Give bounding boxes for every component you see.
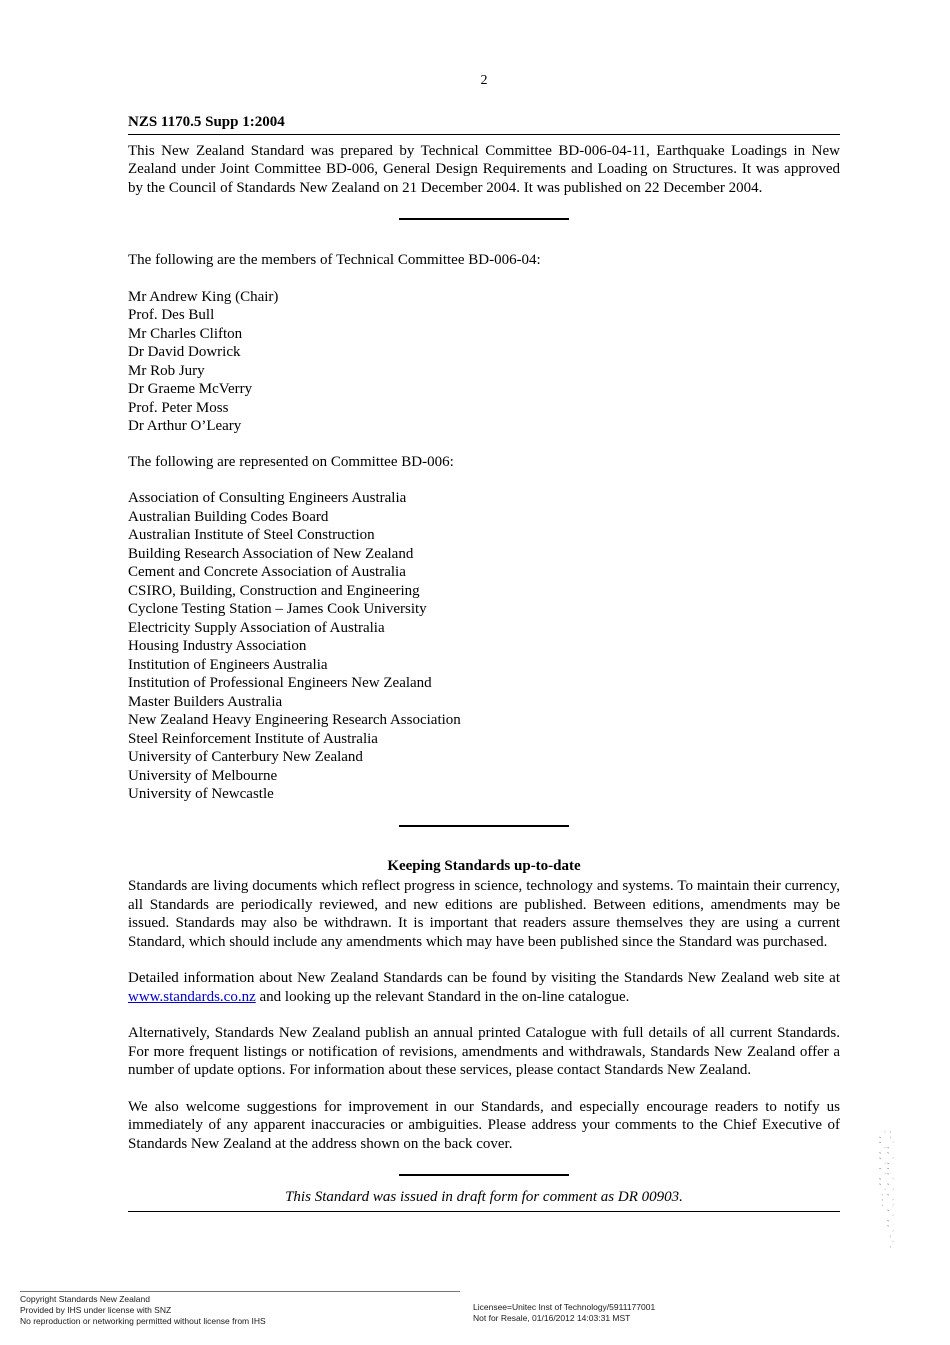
footer-right-line: Not for Resale, 01/16/2012 14:03:31 MST xyxy=(473,1313,631,1323)
organization-item: University of Melbourne xyxy=(128,767,278,784)
member-item: Dr Graeme McVerry xyxy=(128,381,253,397)
footer-copyright-block xyxy=(20,1291,460,1327)
organization-item: Australian Building Codes Board xyxy=(128,508,329,525)
section-divider xyxy=(399,1174,569,1176)
page-number: 2 xyxy=(480,73,488,88)
keeping-para-2 xyxy=(128,969,840,1006)
members-list xyxy=(128,288,840,436)
member-item: Mr Charles Clifton xyxy=(128,325,243,342)
intro-paragraph: This New Zealand Standard was prepared by Technical Committee BD-006-04-11, Earthquake Loadings in New Zealand under Joint Committee BD-006, General Design Requirements and Loading on Structures. It was approved by the Council of Standards New Zealand on 21 December 2004. It was published on 22 December 2004. xyxy=(128,142,840,196)
footer-left-line: No reproduction or networking permitted without license from IHS xyxy=(20,1316,266,1326)
section-divider xyxy=(399,218,569,220)
organization-item: Master Builders Australia xyxy=(128,693,283,710)
members-heading: The following are the members of Technical Committee BD-006-04: xyxy=(128,252,541,268)
keeping-para-1: Standards are living documents which reflect progress in science, technology and systems. To maintain their currency, all Standards are periodically reviewed, and new editions are published. Between editions, amendments may be issued. Standards may also be withdrawn. It is important that readers assure themselves they are using a current Standard, which should include any amendments which may have been published since the Standard was purchased. xyxy=(128,878,840,950)
keeping-para-4: We also welcome suggestions for improvement in our Standards, and especially encourage readers to notify us immediately of any apparent inaccuracies or ambiguities. Please address your comments to the Chief Executive of Standards New Zealand at the address shown on the back cover. xyxy=(128,1098,840,1152)
section-divider xyxy=(399,825,569,827)
footer-licensee-block xyxy=(473,1302,655,1324)
organization-item: University of Canterbury New Zealand xyxy=(128,749,363,765)
represented-heading: The following are represented on Committee BD-006: xyxy=(128,453,454,470)
keeping-standards-title: Keeping Standards up-to-date xyxy=(387,857,581,874)
organization-item: Institution of Engineers Australia xyxy=(128,656,328,673)
organization-item: Steel Reinforcement Institute of Australia xyxy=(128,730,378,747)
ihs-vertical-stamp: --`,,`,,,`,`,``,`,,`-`-`,,`,,`,`,,`--- xyxy=(878,1130,894,1250)
footer-left-line: Copyright Standards New Zealand xyxy=(20,1294,150,1304)
organization-item: Electricity Supply Association of Australia xyxy=(128,619,385,636)
organization-item: Cyclone Testing Station – James Cook University xyxy=(128,601,427,617)
footer-left-line: Provided by IHS under license with SNZ xyxy=(20,1305,172,1315)
member-item: Mr Rob Jury xyxy=(128,362,205,379)
organization-item: Housing Industry Association xyxy=(128,638,307,654)
member-item: Prof. Des Bull xyxy=(128,307,215,323)
standards-website-link[interactable]: www.standards.co.nz xyxy=(128,988,256,1005)
organization-item: Institution of Professional Engineers New Zealand xyxy=(128,675,432,691)
footer-right-line: Licensee=Unitec Inst of Technology/5911177001 xyxy=(473,1302,656,1312)
organization-item: Australian Institute of Steel Construction xyxy=(128,527,375,543)
organizations-list xyxy=(128,489,840,804)
draft-note: This Standard was issued in draft form for comment as DR 00903. xyxy=(285,1189,683,1205)
organization-item: Association of Consulting Engineers Australia xyxy=(128,490,407,506)
keeping-para-3: Alternatively, Standards New Zealand publish an annual printed Catalogue with full details of all current Standards. For more frequent listings or notification of revisions, amendments and withdrawals, Standards New Zealand offer a number of update options. For information about these services, please contact Standards New Zealand. xyxy=(128,1025,840,1078)
organization-item: CSIRO, Building, Construction and Engineering xyxy=(128,582,420,599)
bottom-rule xyxy=(128,1211,840,1212)
member-item: Dr David Dowrick xyxy=(128,344,241,360)
keeping-para-2-text-before: Detailed information about New Zealand Standards can be found by visiting the Standards New Zealand web site at xyxy=(128,970,840,986)
organization-item: Cement and Concrete Association of Australia xyxy=(128,564,406,580)
doc-id-header: NZS 1170.5 Supp 1:2004 xyxy=(128,113,840,135)
member-item: Prof. Peter Moss xyxy=(128,399,229,416)
page-footer xyxy=(20,1291,930,1327)
organization-item: University of Newcastle xyxy=(128,786,274,802)
member-item: Mr Andrew King (Chair) xyxy=(128,288,279,305)
keeping-para-2-text-after: and looking up the relevant Standard in the on-line catalogue. xyxy=(255,988,630,1005)
organization-item: New Zealand Heavy Engineering Research Association xyxy=(128,712,461,728)
document-body xyxy=(128,113,840,1212)
member-item: Dr Arthur O’Leary xyxy=(128,418,242,434)
organization-item: Building Research Association of New Zealand xyxy=(128,545,414,562)
